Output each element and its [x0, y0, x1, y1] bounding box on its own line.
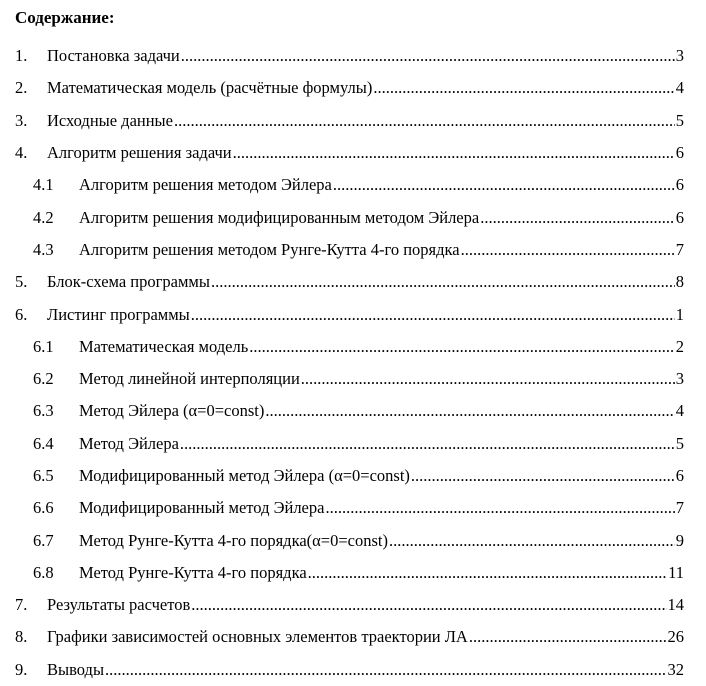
toc-entry-title: Метод линейной интерполяции: [79, 369, 300, 389]
toc-entry-title: Результаты расчетов: [47, 595, 191, 615]
toc-entry-line: [47, 627, 684, 647]
toc-entry-number: 2.: [15, 78, 28, 98]
toc-entry[interactable]: [0, 654, 706, 686]
toc-entry-line: [79, 175, 684, 195]
toc-entry-number: 7.: [15, 595, 28, 615]
toc-entry-number: 6.1: [33, 336, 54, 356]
toc-entry-line: [79, 401, 684, 421]
toc-entry-page-number: 6: [675, 143, 684, 163]
toc-list: [0, 40, 706, 686]
toc-title: Содержание:: [15, 8, 115, 27]
toc-entry-title: Метод Эйлера: [79, 433, 179, 453]
toc-entry-number: 5.: [15, 272, 28, 292]
toc-entry-title: Графики зависимостей основных элементов траектории ЛА: [47, 627, 468, 647]
toc-entry-page-number: 7: [675, 239, 684, 259]
toc-entry-page-number: 2: [675, 336, 684, 356]
toc-entry-page-number: 3: [675, 369, 684, 389]
toc-entry-number: 4.2: [33, 207, 54, 227]
toc-entry-page-number: 8: [675, 272, 684, 292]
toc-entry-page-number: 26: [667, 627, 684, 647]
dot-leader: [389, 531, 675, 551]
toc-entry[interactable]: [0, 524, 706, 556]
toc-entry-line: [79, 563, 684, 583]
toc-entry-line: [47, 46, 684, 66]
dot-leader: [180, 434, 675, 454]
toc-entry-number: 6.8: [33, 562, 54, 582]
dot-leader: [181, 46, 675, 66]
toc-entry-title: Алгоритм решения модифицированным методом Эйлера: [79, 207, 480, 227]
toc-entry-title: Алгоритм решения методом Эйлера: [79, 175, 332, 195]
toc-entry-number: 6.7: [33, 530, 54, 550]
toc-entry-page-number: 9: [675, 530, 684, 550]
toc-entry-number: 4.1: [33, 175, 54, 195]
toc-entry-number: 6.3: [33, 401, 54, 421]
toc-entry-page-number: 3: [675, 46, 684, 66]
toc-entry-line: [47, 595, 684, 615]
toc-entry-page-number: 5: [675, 433, 684, 453]
toc-entry-title: Метод Рунге-Кутта 4-го порядка: [79, 562, 307, 582]
toc-entry[interactable]: [0, 266, 706, 298]
toc-entry-line: [47, 78, 684, 98]
dot-leader: [249, 337, 675, 357]
toc-entry-number: 6.2: [33, 369, 54, 389]
toc-entry-page-number: 4: [675, 401, 684, 421]
toc-entry[interactable]: [0, 589, 706, 621]
toc-entry-number: 8.: [15, 627, 28, 647]
toc-entry-number: 4.3: [33, 239, 54, 259]
toc-entry-line: [47, 272, 684, 292]
toc-entry-page-number: 6: [675, 175, 684, 195]
dot-leader: [191, 595, 666, 615]
toc-entry[interactable]: [0, 460, 706, 492]
dot-leader: [480, 208, 675, 228]
dot-leader: [411, 466, 675, 486]
toc-entry[interactable]: [0, 234, 706, 266]
toc-entry[interactable]: [0, 169, 706, 201]
toc-entry-line: [79, 208, 684, 228]
toc-entry[interactable]: [0, 201, 706, 233]
toc-entry[interactable]: [0, 298, 706, 330]
toc-entry-number: 6.5: [33, 466, 54, 485]
toc-entry-line: [79, 498, 684, 518]
toc-entry-line: [79, 434, 684, 454]
toc-entry[interactable]: [0, 331, 706, 363]
toc-entry-title: Исходные данные: [47, 110, 173, 130]
toc-entry-line: [79, 531, 684, 551]
dot-leader: [469, 627, 667, 647]
toc-entry-title: Метод Эйлера (α=0=const): [79, 401, 265, 421]
toc-entry-number: 1.: [15, 46, 28, 66]
dot-leader: [373, 78, 674, 98]
toc-entry-line: [79, 337, 684, 357]
dot-leader: [301, 369, 675, 389]
toc-entry[interactable]: [0, 621, 706, 653]
toc-entry-page-number: 32: [667, 659, 684, 679]
toc-entry-title: Математическая модель (расчётные формулы): [47, 78, 373, 98]
toc-entry-number: 3.: [15, 110, 28, 130]
toc-entry-number: 6.4: [33, 433, 54, 453]
dot-leader: [265, 401, 674, 421]
dot-leader: [174, 111, 675, 131]
toc-entry[interactable]: [0, 492, 706, 524]
dot-leader: [211, 272, 675, 292]
toc-entry[interactable]: [0, 395, 706, 427]
toc-entry-page-number: 4: [675, 78, 684, 98]
toc-entry[interactable]: [0, 105, 706, 137]
toc-entry-title: Алгоритм решения задачи: [47, 143, 232, 163]
toc-entry-line: [79, 466, 684, 486]
toc-entry-title: Листинг программы: [47, 304, 190, 324]
toc-entry[interactable]: [0, 40, 706, 72]
toc-entry-number: 6.6: [33, 498, 54, 518]
toc-entry[interactable]: [0, 137, 706, 169]
toc-entry-title: Метод Рунге-Кутта 4-го порядка(α=0=const): [79, 530, 388, 550]
toc-entry-title: Постановка задачи: [47, 46, 180, 66]
toc-entry-title: Алгоритм решения методом Рунге-Кутта 4-го порядка: [79, 239, 460, 259]
toc-entry-page-number: 1: [675, 304, 684, 324]
toc-entry-title: Модифицированный метод Эйлера: [79, 498, 325, 518]
toc-entry-line: [79, 369, 684, 389]
dot-leader: [233, 143, 675, 163]
toc-entry-number: 6.: [15, 304, 28, 324]
toc-entry-page-number: 6: [675, 466, 684, 485]
toc-entry[interactable]: [0, 557, 706, 589]
toc-entry-line: [79, 240, 684, 260]
toc-entry-page-number: 11: [668, 562, 684, 582]
toc-entry-number: 9.: [15, 659, 28, 679]
toc-entry-line: [47, 143, 684, 163]
toc-entry-number: 4.: [15, 143, 28, 163]
toc-entry-line: [47, 660, 684, 680]
dot-leader: [105, 660, 666, 680]
toc-entry-page-number: 14: [667, 595, 684, 615]
dot-leader: [333, 175, 675, 195]
toc-entry-line: [47, 111, 684, 131]
dot-leader: [191, 305, 675, 325]
dot-leader: [325, 498, 674, 518]
toc-entry[interactable]: [0, 72, 706, 104]
toc-entry-line: [47, 305, 684, 325]
toc-entry-page-number: 5: [675, 110, 684, 130]
toc-entry[interactable]: [0, 428, 706, 460]
toc-entry-title: Математическая модель: [79, 336, 249, 356]
toc-entry-title: Выводы: [47, 659, 105, 679]
toc-entry-title: Блок-схема программы: [47, 272, 210, 292]
toc-entry[interactable]: [0, 363, 706, 395]
dot-leader: [308, 563, 667, 583]
dot-leader: [461, 240, 675, 260]
toc-entry-page-number: 6: [675, 207, 684, 227]
toc-entry-page-number: 7: [675, 498, 684, 518]
toc-entry-title: Модифицированный метод Эйлера (α=0=const): [79, 466, 410, 485]
